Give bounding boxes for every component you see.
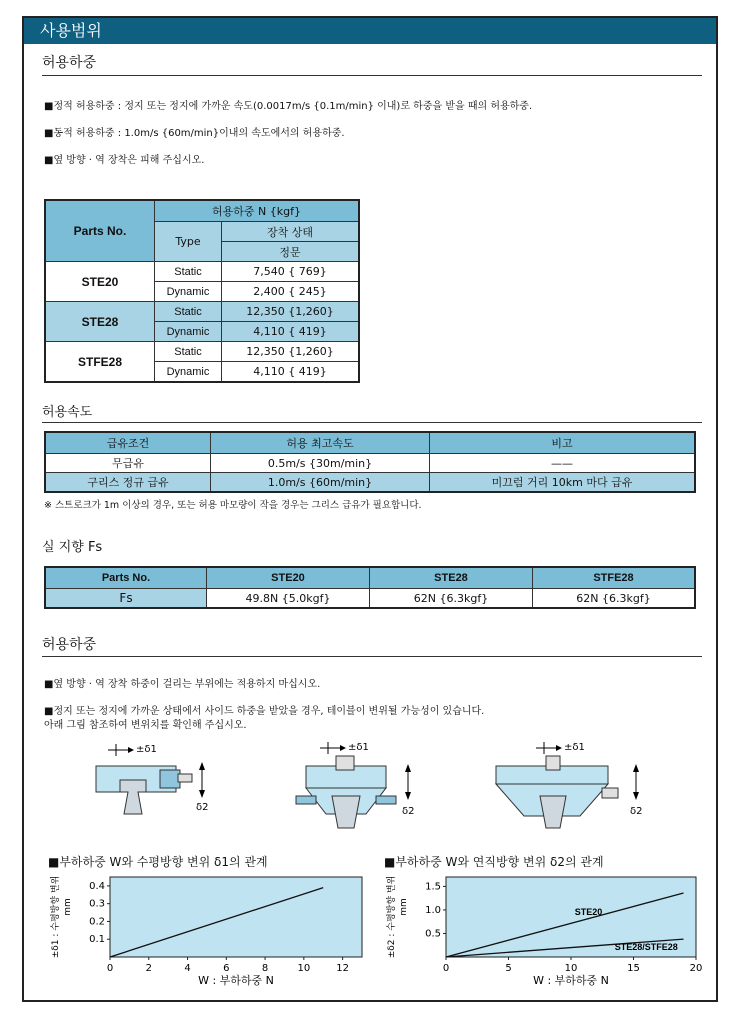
y-axis-label: ±δ2 : 수평방향 변위 — [387, 875, 397, 959]
speed-cell: —— — [430, 454, 696, 473]
fs-cell: 62N {6.3kgf} — [533, 589, 696, 609]
value-cell: 12,350 {1,260} — [222, 342, 360, 362]
section-title-allowable-load: 허용하중 — [42, 55, 97, 71]
speed-cell: 미끄럼 거리 10km 마다 급유 — [430, 473, 696, 493]
value-cell: 12,350 {1,260} — [222, 302, 360, 322]
x-tick-label: 2 — [145, 963, 152, 974]
value-cell: 4,110 { 419} — [222, 362, 360, 383]
type-cell: Dynamic — [155, 282, 222, 302]
delta1-label: ±δ1 — [348, 742, 369, 753]
x-tick-label: 0 — [106, 963, 114, 974]
section-title-fs: 실 지향 Fs — [42, 540, 103, 555]
fs-cell: 62N {6.3kgf} — [370, 589, 533, 609]
figure-stfe28-block — [490, 736, 660, 836]
x-tick-label: 6 — [223, 963, 230, 974]
chart-vertical-displacement — [386, 866, 706, 990]
speed-note: ※ 스트로크가 1m 이상의 경우, 또는 허용 마모량이 작을 경우는 그리스 급유가 필요합니다. — [44, 500, 422, 511]
part-ste28: STE28 — [45, 302, 155, 342]
type-cell: Static — [155, 262, 222, 282]
x-axis-label: W : 부하하중 N — [533, 974, 609, 987]
fs-header: STE20 — [207, 567, 370, 589]
note-mounting: ■옆 방향 · 역 장착은 피해 주십시오. — [44, 155, 205, 166]
chart2-title: ■부하하중 W와 연직방향 변위 δ2의 관계 — [384, 855, 604, 869]
section-header-bar: 사용범위 — [24, 18, 716, 44]
x-tick-label: 8 — [261, 963, 269, 974]
note-displacement: ■정지 또는 정지에 가까운 상태에서 사이드 하중을 받았을 경우, 테이블이 변위될 가능성이 있습니다. — [44, 706, 485, 717]
value-cell: 7,540 { 769} — [222, 262, 360, 282]
note-side-load: ■옆 방향 · 역 장착 하중이 걸리는 부위에는 적용하지 마십시오. — [44, 679, 321, 690]
fs-cell: Fs — [45, 589, 207, 609]
allowable-speed-table — [44, 431, 696, 493]
fs-table — [44, 566, 696, 609]
allowable-load-table — [44, 199, 360, 383]
note-dynamic-load: ■동적 허용하중 : 1.0m/s {60m/min}이내의 속도에서의 허용하중. — [44, 128, 345, 139]
type-cell: Dynamic — [155, 322, 222, 342]
fs-header: Parts No. — [45, 567, 207, 589]
chart1-title: ■부하하중 W와 수평방향 변위 δ1의 관계 — [48, 855, 268, 869]
y-axis-unit: mm — [63, 898, 73, 916]
speed-cell: 1.0m/s {60m/min} — [211, 473, 430, 493]
delta2-label: δ2 — [630, 806, 643, 817]
fs-header: STFE28 — [533, 567, 696, 589]
type-cell: Dynamic — [155, 362, 222, 383]
delta2-label: δ2 — [402, 806, 415, 817]
series-label: STE28/STFE28 — [614, 942, 678, 953]
type-cell: Static — [155, 302, 222, 322]
y-tick-label: 0.4 — [89, 880, 105, 892]
x-tick-label: 5 — [505, 963, 512, 974]
header-parts-no: Parts No. — [45, 200, 155, 262]
header-lubrication: 급유조건 — [45, 432, 211, 454]
chart-horizontal-displacement — [50, 866, 366, 990]
figure-ste20-block — [90, 736, 220, 828]
section-rule — [42, 422, 702, 423]
section-rule — [42, 656, 702, 657]
value-cell: 2,400 { 245} — [222, 282, 360, 302]
y-tick-label: 0.3 — [89, 898, 105, 910]
delta2-label: δ2 — [196, 802, 209, 813]
section-title-speed: 허용속도 — [42, 405, 93, 420]
x-tick-label: 20 — [689, 963, 703, 974]
delta1-label: ±δ1 — [564, 742, 585, 753]
value-cell: 4,110 { 419} — [222, 322, 360, 342]
fs-header: STE28 — [370, 567, 533, 589]
figure-ste28-block — [292, 736, 422, 836]
speed-cell: 0.5m/s {30m/min} — [211, 454, 430, 473]
x-tick-label: 12 — [336, 963, 349, 974]
x-tick-label: 4 — [184, 963, 191, 974]
y-tick-label: 0.5 — [425, 928, 441, 940]
section-rule — [42, 75, 702, 76]
part-stfe28: STFE28 — [45, 342, 155, 383]
fs-cell: 49.8N {5.0kgf} — [207, 589, 370, 609]
speed-cell: 구리스 정규 급유 — [45, 473, 211, 493]
y-axis-unit: mm — [399, 898, 409, 916]
speed-cell: 무급유 — [45, 454, 211, 473]
header-mounting: 장착 상태 — [222, 222, 360, 242]
header-remarks: 비고 — [430, 432, 696, 454]
header-allowable-load: 허용하중 N {kgf} — [155, 200, 360, 222]
x-axis-label: W : 부하하중 N — [198, 974, 274, 987]
part-ste20: STE20 — [45, 262, 155, 302]
header-direction: 정문 — [222, 242, 360, 262]
section-title-allowable-load-2: 허용하중 — [42, 637, 97, 653]
x-tick-label: 0 — [442, 963, 450, 974]
note-refer-figure: 아래 그림 참조하여 변위치를 확인해 주십시오. — [44, 720, 247, 731]
header-type: Type — [155, 222, 222, 262]
x-tick-label: 15 — [627, 963, 640, 974]
series-label: STE20 — [574, 907, 603, 917]
y-tick-label: 1.5 — [425, 881, 441, 893]
y-axis-label: ±δ1 : 수평방향 변위 — [51, 875, 61, 959]
x-tick-label: 10 — [564, 963, 578, 974]
note-static-load: ■정적 허용하중 : 정지 또는 정지에 가까운 속도(0.0017m/s {0.1m/min} 이내)로 하중을 받을 때의 허용하중. — [44, 101, 533, 112]
delta1-label: ±δ1 — [136, 744, 157, 755]
y-tick-label: 1.0 — [425, 904, 441, 916]
header-max-speed: 허용 최고속도 — [211, 432, 430, 454]
y-tick-label: 0.2 — [89, 916, 105, 928]
y-tick-label: 0.1 — [89, 934, 105, 946]
x-tick-label: 10 — [297, 963, 311, 974]
type-cell: Static — [155, 342, 222, 362]
